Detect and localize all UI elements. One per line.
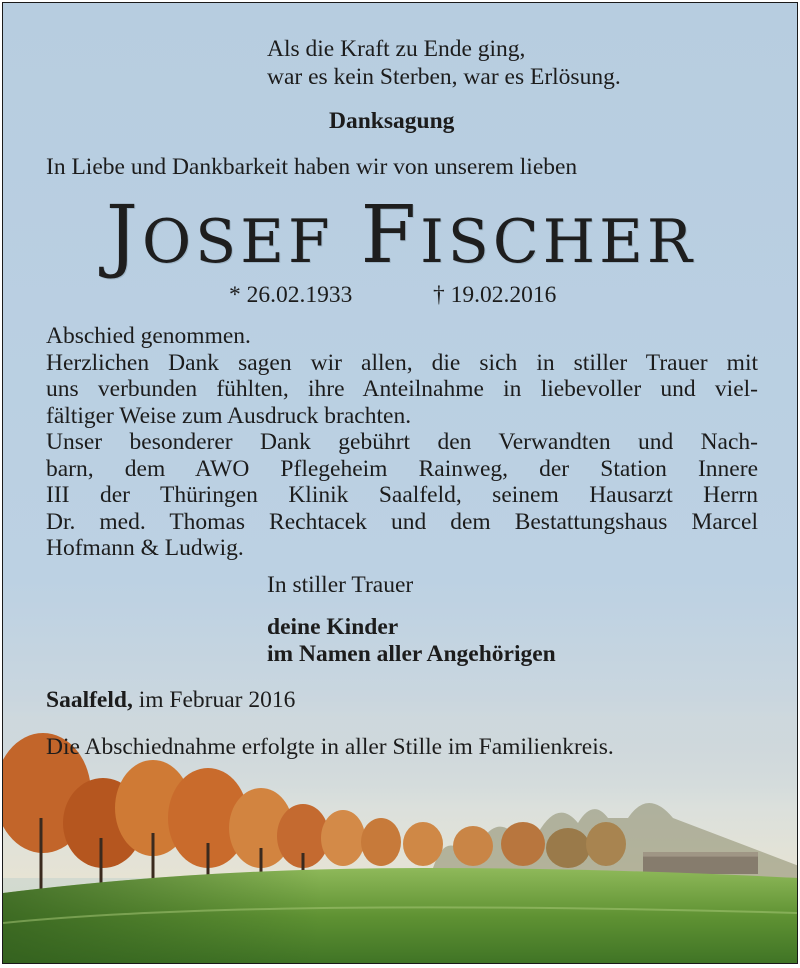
name-first-rest: OSEF: [141, 207, 334, 277]
signature-line-2: im Namen aller Angehörigen: [267, 641, 556, 667]
body-line: Herzlichen Dank sagen wir allen, die sich in stiller Trauer mit: [46, 349, 758, 376]
body-line: Abschied genommen.: [46, 323, 251, 349]
name-first-initial: J: [105, 188, 142, 281]
signature-line-1: deine Kinder: [267, 614, 399, 640]
motto-line-2: war es kein Sterben, war es Erlösung.: [267, 64, 621, 90]
motto-line-1: Als die Kraft zu Ende ging,: [267, 36, 526, 62]
birth-date: * 26.02.1933: [229, 282, 353, 308]
deceased-name: [3, 188, 798, 284]
intro-text: In Liebe und Dankbarkeit haben wir von unserem lieben: [46, 154, 578, 180]
body-line: fältiger Weise zum Ausdruck brachten.: [46, 402, 412, 429]
body-line: barn, dem AWO Pflegeheim Rainweg, der Station Innere: [46, 455, 758, 482]
page-title: Danksagung: [329, 108, 455, 134]
death-notice: [2, 2, 798, 964]
body-line: III der Thüringen Klinik Saalfeld, seinem Hausarzt Herrn: [46, 482, 758, 508]
body-line: Hofmann & Ludwig.: [46, 535, 244, 561]
place-date: [46, 686, 295, 714]
date: im Februar 2016: [138, 687, 296, 713]
body-line: uns verbunden fühlten, ihre Anteilnahme in liebevoller und viel-: [46, 376, 758, 402]
name-last-rest: ISCHER: [420, 207, 697, 277]
footer-note: Die Abschiednahme erfolgte in aller Stille im Familienkreis.: [46, 734, 614, 760]
place: Saalfeld,: [46, 687, 133, 713]
body-line: Dr. med. Thomas Rechtacek und dem Bestattungshaus Marcel: [46, 508, 758, 535]
closing-text: In stiller Trauer: [267, 572, 414, 598]
body-line: Unser besonderer Dank gebührt den Verwandten und Nach-: [46, 429, 758, 455]
name-last-initial: F: [360, 188, 421, 281]
death-date: † 19.02.2016: [433, 282, 557, 308]
thanks-body: [46, 323, 758, 562]
